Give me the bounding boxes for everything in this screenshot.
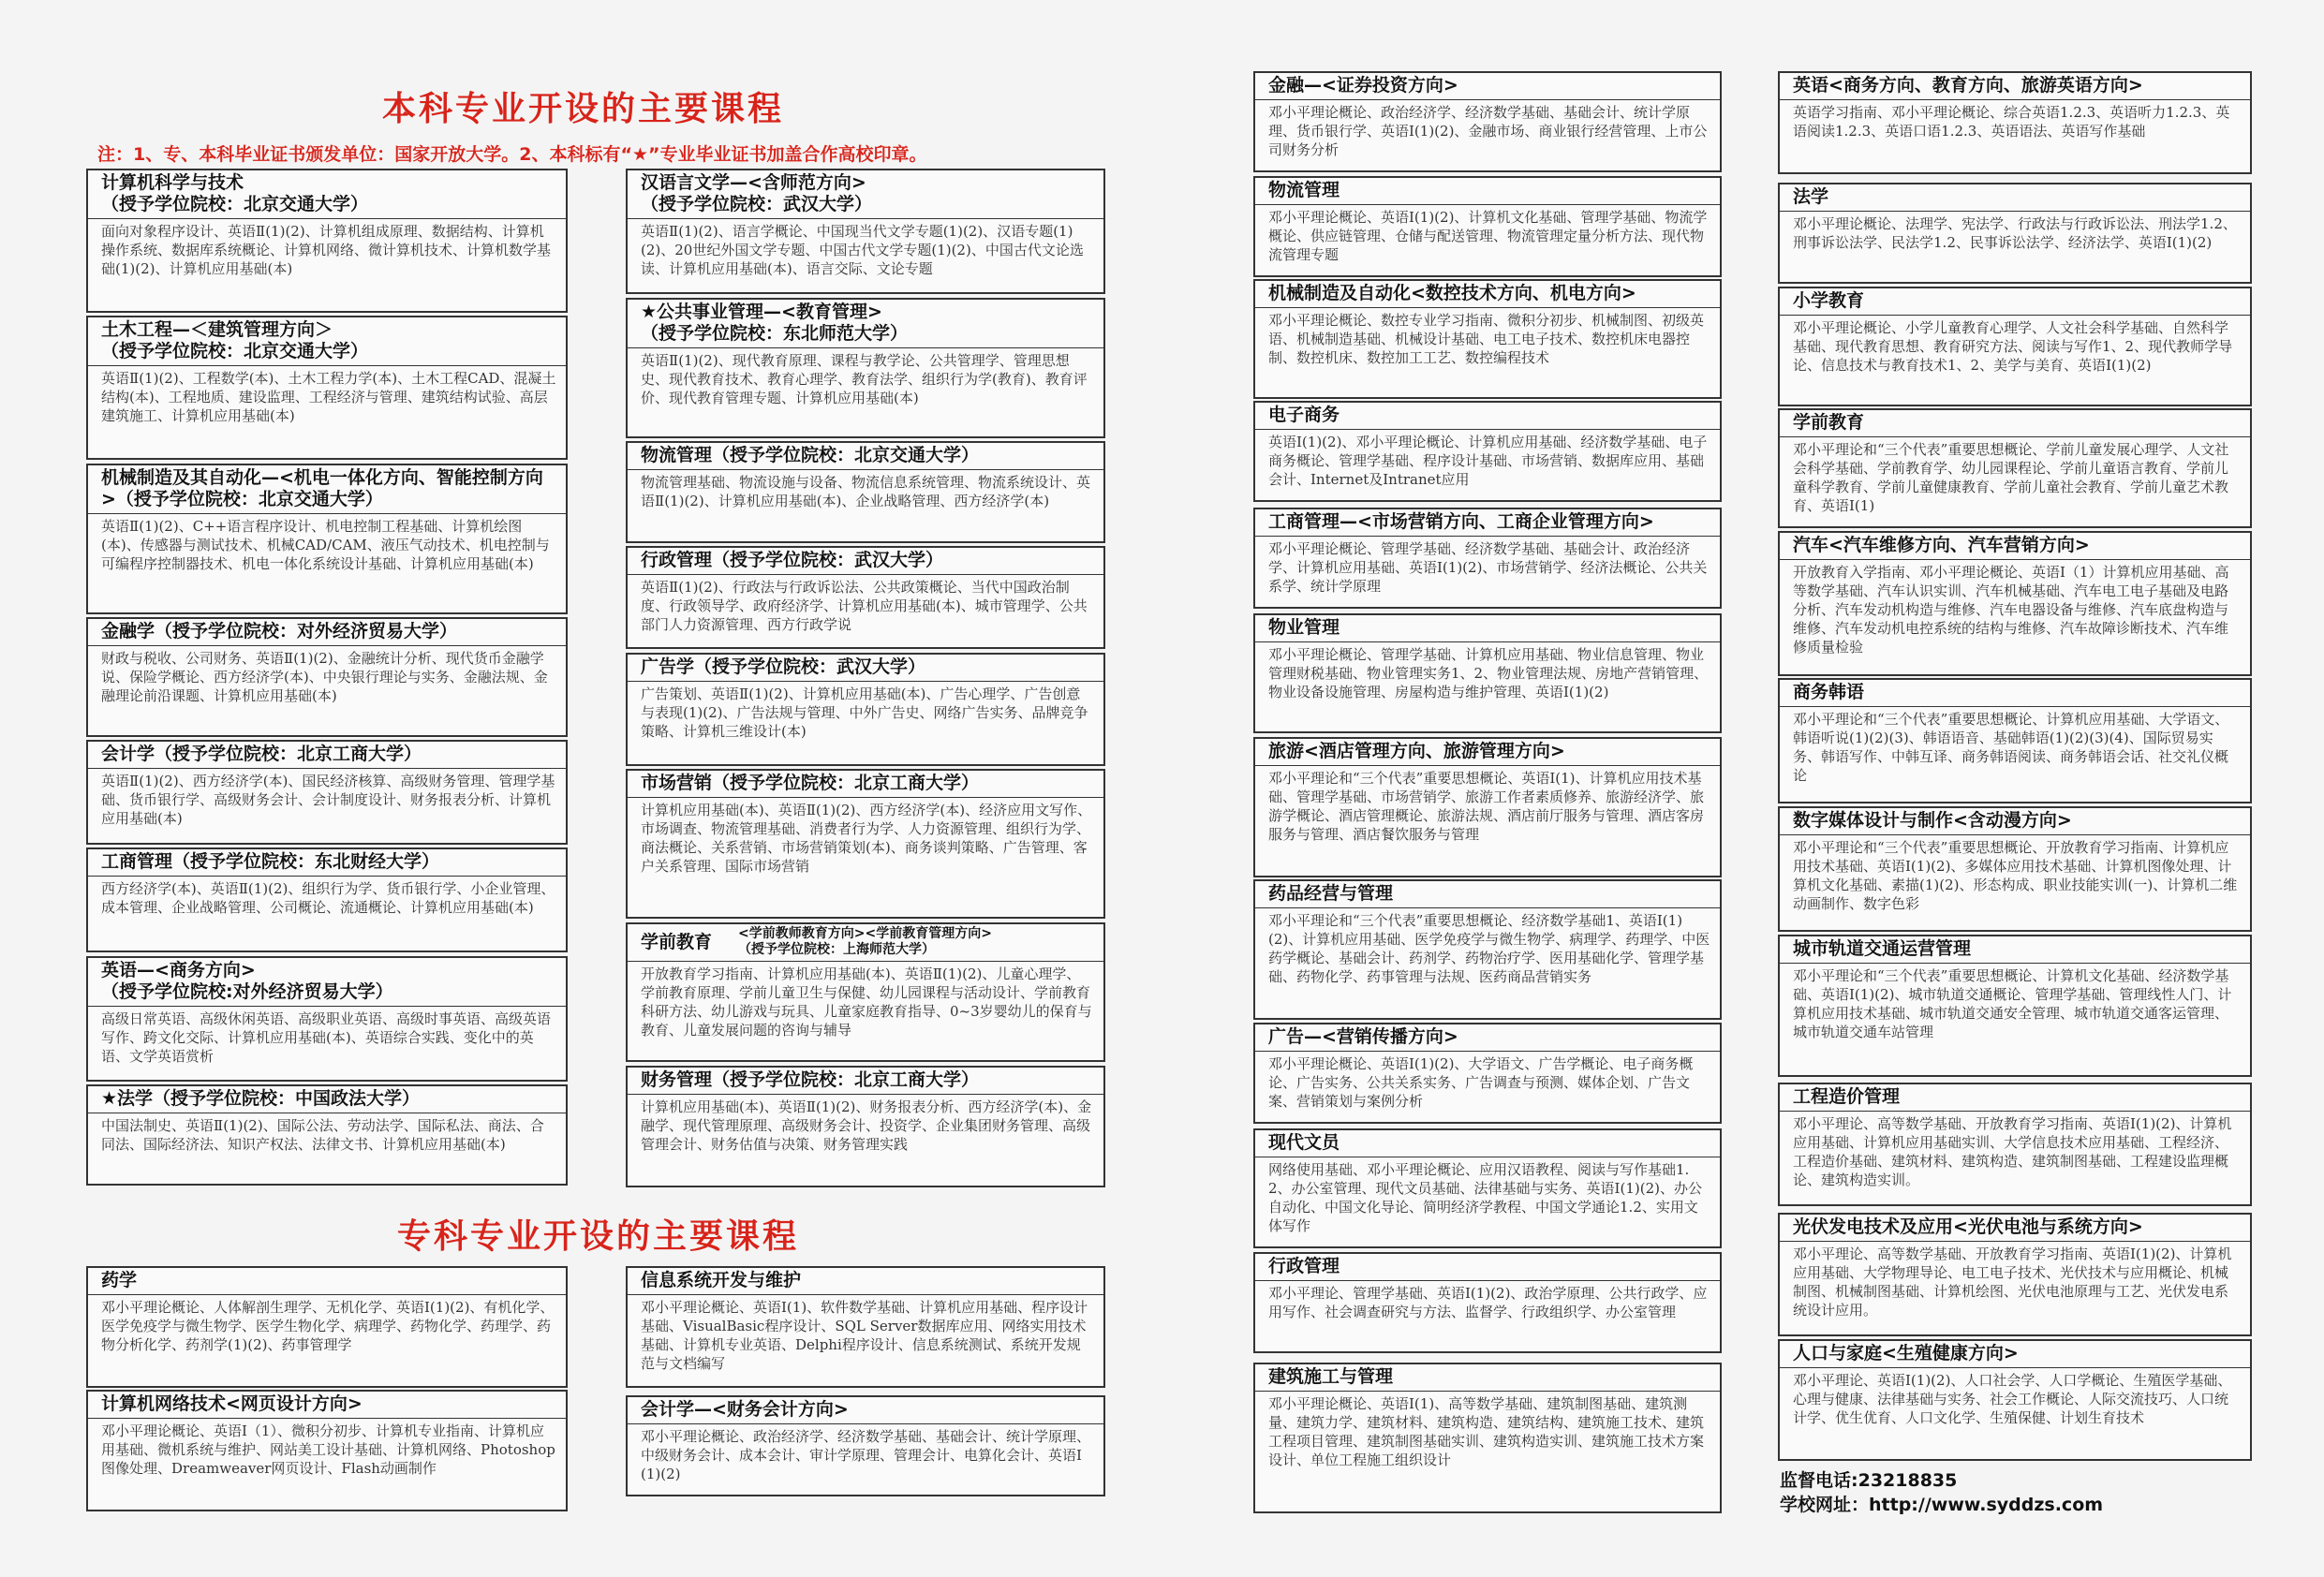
course-list: 邓小平理论概论、管理学基础、经济数学基础、基础会计、政治经济学、计算机应用基础、英语Ⅰ(1)(2)、市场营销学、经济法概论、公共关系学、统计学原理 — [1268, 540, 1708, 595]
course-box — [86, 1390, 568, 1511]
course-box — [626, 441, 1105, 543]
course-title-row — [628, 924, 1103, 962]
course-title: 机械制造及其自动化—<机电一体化方向、智能控制方向>（授予学位院校：北京交通大学） — [88, 465, 566, 514]
course-list: 英语Ⅱ(1)(2)、现代教育原理、课程与教学论、公共管理学、管理思想史、现代教育技术、教育心理学、教育法学、组织行为学(教育)、教育评价、现代教育管理专题、计算机应用基础(本) — [641, 352, 1088, 406]
course-title: 机械制造及自动化<数控技术方向、机电方向> — [1255, 281, 1720, 308]
course-title: 物流管理（授予学位院校：北京交通大学） — [628, 443, 1103, 470]
school-website — [1780, 1491, 2103, 1516]
bachelor-note: 注：1、专、本科毕业证书颁发单位：国家开放大学。2、本科标有“★”专业毕业证书加盖合作高校印章。 — [97, 144, 927, 165]
course-box — [1778, 1339, 2252, 1461]
course-title: 汽车<汽车维修方向、汽车营销方向> — [1780, 533, 2250, 560]
course-box — [1253, 1363, 1722, 1513]
course-title: 金融—<证券投资方向> — [1255, 73, 1720, 100]
course-box — [86, 464, 568, 614]
course-title: 物流管理 — [1255, 178, 1720, 205]
bachelor-heading: 本科专业开设的主要课程 — [382, 90, 785, 128]
course-box — [86, 316, 568, 460]
course-title: 药品经营与管理 — [1255, 881, 1720, 908]
course-box — [1778, 1213, 2252, 1336]
course-title: 城市轨道交通运营管理 — [1780, 936, 2250, 964]
course-box — [626, 298, 1105, 438]
course-box — [86, 1084, 568, 1186]
course-title: 法学 — [1780, 184, 2250, 212]
course-list: 邓小平理论、管理学基础、英语Ⅰ(1)(2)、政治学原理、公共行政学、应用写作、社会调查研究与方法、监督学、行政组织学、办公室管理 — [1268, 1285, 1708, 1320]
course-list: 邓小平理论概论、英语Ⅰ(1)(2)、计算机文化基础、管理学基础、物流学概论、供应链管理、仓储与配送管理、物流管理定量分析方法、现代物流管理专题 — [1268, 209, 1708, 263]
course-list: 英语Ⅱ(1)(2)、工程数学(本)、土木工程力学(本)、土木工程CAD、混凝土结构(本)、工程地质、建设监理、工程经济与管理、建筑结构试验、高层建筑施工、计算机应用基础(本) — [101, 370, 556, 424]
course-title: 药学 — [88, 1268, 566, 1295]
supervision-phone-number: 23218835 — [1858, 1470, 1958, 1491]
course-title: 电子商务 — [1255, 403, 1720, 430]
course-title: 土木工程—＜建筑管理方向＞ （授予学位院校：北京交通大学） — [88, 317, 566, 366]
course-title: 工程造价管理 — [1780, 1084, 2250, 1112]
course-box — [1253, 879, 1722, 1020]
course-title: 商务韩语 — [1780, 680, 2250, 707]
course-box — [626, 169, 1105, 294]
course-title: 学前教育 — [641, 931, 713, 952]
course-list: 邓小平理论概论、政治经济学、经济数学基础、基础会计、统计学原理、货币银行学、英语Ⅰ(1)(2)、金融市场、商业银行经营管理、上市公司财务分析 — [1268, 104, 1708, 158]
course-list: 开放教育入学指南、邓小平理论概论、英语Ⅰ（1）计算机应用基础、高等数学基础、汽车认识实训、汽车机械基础、汽车电工电子基础及电路分析、汽车发动机构造与维修、汽车电器设备与维修、汽车底盘构造与维修、汽车发动机电控系统的结构与维修、汽车故障诊断技术、汽车维修质量检验 — [1793, 564, 2229, 656]
course-list: 邓小平理论概论、政治经济学、经济数学基础、基础会计、统计学原理、中级财务会计、成本会计、审计学原理、管理会计、电算化会计、英语Ⅰ(1)(2) — [641, 1428, 1091, 1482]
course-box — [626, 546, 1105, 649]
course-list: 邓小平理论概论、英语Ⅰ(1)、高等数学基础、建筑制图基础、建筑测量、建筑力学、建筑材料、建筑构造、建筑结构、建筑施工技术、建筑工程项目管理、建筑制图基础实训、建筑构造实训、建筑施工技术方案设计、单位工程施工组织设计 — [1268, 1395, 1705, 1468]
course-title: 现代文员 — [1255, 1130, 1720, 1157]
school-website-label: 学校网址： — [1780, 1495, 1870, 1515]
course-box — [1778, 408, 2252, 528]
course-list: 英语Ⅱ(1)(2)、西方经济学(本)、国民经济核算、高级财务管理、管理学基础、货币银行学、高级财务会计、会计制度设计、财务报表分析、计算机应用基础(本) — [101, 773, 555, 827]
course-list: 邓小平理论概论、人体解剖生理学、无机化学、英语Ⅰ(1)(2)、有机化学、医学免疫学与微生物学、医学生物化学、病理学、药物化学、药理学、药物分析化学、药剂学(1)(2)、药事管理学 — [101, 1299, 555, 1353]
course-box — [1253, 401, 1722, 502]
course-list: 高级日常英语、高级休闲英语、高级职业英语、高级时事英语、高级英语写作、跨文化交际、计算机应用基础(本)、英语综合实践、变化中的英语、文学英语赏析 — [101, 1010, 552, 1065]
course-box — [626, 769, 1105, 919]
course-subtitle: <学前教师教育方向><学前教育管理方向> （授予学位院校：上海师范大学） — [738, 926, 992, 957]
course-list: 网络使用基础、邓小平理论概论、应用汉语教程、阅读与写作基础1.2、办公室管理、现代文员基础、法律基础与实务、英语Ⅰ(1)(2)、办公自动化、中国文化导论、简明经济学教程、中国文学通论1.2、实用文体写作 — [1268, 1161, 1702, 1234]
course-box — [1778, 531, 2252, 676]
course-list: 邓小平理论概论、法理学、宪法学、行政法与行政诉讼法、刑法学1.2、刑事诉讼法学、民法学1.2、民事诉讼法学、经济法学、英语Ⅰ(1)(2) — [1793, 215, 2237, 251]
course-title: 计算机网络技术<网页设计方向> — [88, 1392, 566, 1419]
course-box — [1253, 508, 1722, 609]
course-list: 西方经济学(本)、英语Ⅱ(1)(2)、组织行为学、货币银行学、小企业管理、成本管理、企业战略管理、公司概论、流通概论、计算机应用基础(本) — [101, 880, 555, 916]
course-box — [1778, 1083, 2252, 1206]
course-list: 邓小平理论概论、英语Ⅰ(1)、软件数学基础、计算机应用基础、程序设计基础、VisualBasic程序设计、SQL Server数据库应用、网络实用技术基础、计算机专业英语、Delphi程序设计、信息系统测试、系统开发规范与文档编写 — [641, 1299, 1088, 1372]
course-box — [1778, 678, 2252, 803]
course-list: 英语Ⅱ(1)(2)、语言学概论、中国现当代文学专题(1)(2)、汉语专题(1)(2)、20世纪外国文学专题、中国古代文学专题(1)(2)、中国古代文论选读、计算机应用基础(本)、语言交际、文论专题 — [641, 223, 1084, 277]
course-list: 邓小平理论、高等数学基础、开放教育学习指南、英语Ⅰ(1)(2)、计算机应用基础、计算机应用基础实训、大学信息技术应用基础、工程经济、工程造价基础、建筑材料、建筑构造、建筑制图基础、工程建设监理概论、建筑构造实训。 — [1793, 1115, 2232, 1188]
course-title: 建筑施工与管理 — [1255, 1364, 1720, 1392]
course-title: 行政管理（授予学位院校：武汉大学） — [628, 548, 1103, 575]
course-box — [86, 956, 568, 1082]
course-list: 邓小平理论概论、数控专业学习指南、微积分初步、机械制图、初级英语、机械制造基础、机械设计基础、电工电子技术、数控机床电器控制、数控机床、数控加工工艺、数控编程技术 — [1268, 312, 1705, 366]
course-box — [1778, 183, 2252, 284]
school-website-url[interactable]: http://www.syddzs.com — [1869, 1495, 2104, 1515]
course-title: 人口与家庭<生殖健康方向> — [1780, 1341, 2250, 1368]
course-list: 邓小平理论和“三个代表”重要思想概论、计算机文化基础、经济数学基础、英语Ⅰ(1)(2)、城市轨道交通概论、管理学基础、管理线性人门、计算机应用技术基础、城市轨道交通安全管理、城市轨道交通客运管理、城市轨道交通车站管理 — [1793, 967, 2232, 1040]
course-box — [1253, 279, 1722, 399]
course-title: 工商管理—<市场营销方向、工商企业管理方向> — [1255, 509, 1720, 537]
course-box — [1253, 1023, 1722, 1124]
course-list: 邓小平理论、高等数学基础、开放教育学习指南、英语Ⅰ(1)(2)、计算机应用基础、大学物理导论、电工电子技术、光伏技术与应用概论、机械制图、机械制图基础、计算机绘图、光伏电池原理与工艺、光伏发电系统设计应用。 — [1793, 1245, 2232, 1319]
course-box — [86, 617, 568, 737]
course-list: 财政与税收、公司财务、英语Ⅱ(1)(2)、金融统计分析、现代货币金融学说、保险学概论、西方经济学(本)、中央银行理论与实务、金融法规、金融理论前沿课题、计算机应用基础(本) — [101, 650, 548, 704]
supervision-phone — [1780, 1466, 1957, 1492]
course-list: 邓小平理论、英语Ⅰ(1)(2)、人口社会学、人口学概论、生殖医学基础、心理与健康、法律基础与实务、社会工作概论、人际交流技巧、人口统计学、优生优育、人口文化学、生殖保健、计划生育技术 — [1793, 1372, 2232, 1426]
course-title: 会计学（授予学位院校：北京工商大学） — [88, 742, 566, 769]
course-list: 邓小平理论和“三个代表”重要思想概论、开放教育学习指南、计算机应用技术基础、英语Ⅰ(1)(2)、多媒体应用技术基础、计算机图像处理、计算机文化基础、素描(1)(2)、形态构成、职业技能实训(一)、计算机二维动画制作、数字色彩 — [1793, 839, 2238, 912]
course-title: 小学教育 — [1780, 288, 2250, 316]
course-list: 邓小平理论和“三个代表”重要思想概论、学前儿童发展心理学、人文社会科学基础、学前教育学、幼儿园课程论、学前儿童语言教育、学前儿童科学教育、学前儿童健康教育、学前儿童社会教育、学前儿童艺术教育、英语Ⅰ(1) — [1793, 441, 2229, 514]
course-box — [1253, 613, 1722, 733]
supervision-phone-label: 监督电话: — [1780, 1470, 1858, 1491]
course-box — [86, 847, 568, 952]
course-title: 物业管理 — [1255, 615, 1720, 642]
course-list: 邓小平理论概论、英语Ⅰ(1)(2)、大学语文、广告学概论、电子商务概论、广告实务、公共关系实务、广告调查与预测、媒体企划、广告文案、营销策划与案例分析 — [1268, 1055, 1694, 1110]
course-title: 光伏发电技术及应用<光伏电池与系统方向> — [1780, 1215, 2250, 1242]
course-title: 广告学（授予学位院校：武汉大学） — [628, 655, 1103, 682]
course-list: 计算机应用基础(本)、英语Ⅱ(1)(2)、西方经济学(本)、经济应用文写作、市场调查、物流管理基础、消费者行为学、人力资源管理、组织行为学、商法概论、关系营销、市场营销策划(本)、商务谈判策略、广告管理、客户关系管理、国际市场营销 — [641, 802, 1092, 875]
course-title: 行政管理 — [1255, 1254, 1720, 1281]
course-list: 物流管理基础、物流设施与设备、物流信息系统管理、物流系统设计、英语Ⅱ(1)(2)、计算机应用基础(本)、企业战略管理、西方经济学(本) — [641, 474, 1091, 509]
course-list: 中国法制史、英语Ⅱ(1)(2)、国际公法、劳动法学、国际私法、商法、合同法、国际经济法、知识产权法、法律文书、计算机应用基础(本) — [101, 1117, 544, 1153]
course-title: 工商管理（授予学位院校：东北财经大学） — [88, 849, 566, 877]
course-box — [86, 740, 568, 845]
course-box — [626, 922, 1105, 1062]
course-list: 英语Ⅰ(1)(2)、邓小平理论概论、计算机应用基础、经济数学基础、电子商务概论、管理学基础、程序设计基础、市场营销、数据库应用、基础会计、Internet及Intranet应用 — [1268, 434, 1708, 488]
course-title: 学前教育 — [1780, 410, 2250, 437]
course-title: 广告—<营销传播方向> — [1255, 1024, 1720, 1052]
course-list: 邓小平理论和“三个代表”重要思想概论、计算机应用基础、大学语文、韩语听说(1)(2)(3)、韩语语音、基础韩语(1)(2)(3)(4)、国际贸易实务、韩语写作、中韩互译、商务韩语阅读、商务韩语会话、社交礼仪概论 — [1793, 711, 2229, 784]
course-title: 计算机科学与技术 （授予学位院校：北京交通大学） — [88, 170, 566, 219]
course-box — [1778, 287, 2252, 406]
course-box — [1253, 1128, 1722, 1248]
course-list: 邓小平理论概论、英语Ⅰ（1）、微积分初步、计算机专业指南、计算机应用基础、微机系统与维护、网站美工设计基础、计算机网络、Photoshop图像处理、Dreamweaver网页设计、Flash动画制作 — [101, 1422, 555, 1477]
course-title: 英语—<商务方向> （授予学位院校:对外经济贸易大学） — [88, 958, 566, 1007]
course-list: 英语Ⅱ(1)(2)、行政法与行政诉讼法、公共政策概论、当代中国政治制度、行政领导学、政府经济学、计算机应用基础(本)、城市管理学、公共部门人力资源管理、西方行政学说 — [641, 579, 1088, 633]
course-box — [626, 1395, 1105, 1496]
associate-heading: 专科专业开设的主要课程 — [397, 1217, 800, 1256]
course-title: 财务管理（授予学位院校：北京工商大学） — [628, 1068, 1103, 1095]
course-list: 英语学习指南、邓小平理论概论、综合英语1.2.3、英语听力1.2.3、英语阅读1.2.3、英语口语1.2.3、英语语法、英语写作基础 — [1793, 104, 2230, 140]
course-list: 邓小平理论和“三个代表”重要思想概论、经济数学基础1、英语Ⅰ(1)(2)、计算机应用基础、医学免疫学与微生物学、病理学、药理学、中医药学概论、基础会计、药剂学、药物治疗学、医用基础化学、管理学基础、药物化学、药事管理与法规、医药商品营销实务 — [1268, 912, 1710, 985]
course-list: 面向对象程序设计、英语Ⅱ(1)(2)、计算机组成原理、数据结构、计算机操作系统、数据库系统概论、计算机网络、微计算机技术、计算机数学基础(1)(2)、计算机应用基础(本) — [101, 223, 552, 277]
course-title: 数字媒体设计与制作<含动漫方向> — [1780, 808, 2250, 835]
course-title: 会计学—<财务会计方向> — [628, 1397, 1103, 1424]
course-list: 英语Ⅱ(1)(2)、C++语言程序设计、机电控制工程基础、计算机绘图(本)、传感器与测试技术、机械CAD/CAM、液压气动技术、机电控制与可编程序控制器技术、机电一体化系统设计基础、计算机应用基础(本) — [101, 518, 550, 572]
course-box — [86, 1266, 568, 1388]
course-box — [1253, 176, 1722, 277]
course-list: 邓小平理论和“三个代表”重要思想概论、英语Ⅰ(1)、计算机应用技术基础、管理学基础、市场营销学、旅游工作者素质修养、旅游经济学、旅游学概论、酒店管理概论、旅游法规、酒店前厅服务与管理、酒店客房服务与管理、酒店餐饮服务与管理 — [1268, 770, 1705, 843]
course-list: 广告策划、英语Ⅱ(1)(2)、计算机应用基础(本)、广告心理学、广告创意与表现(1)(2)、广告法规与管理、中外广告史、网络广告实务、品牌竞争策略、计算机三维设计(本) — [641, 685, 1088, 740]
course-title: 英语<商务方向、教育方向、旅游英语方向> — [1780, 73, 2250, 100]
course-title: 市场营销（授予学位院校：北京工商大学） — [628, 771, 1103, 798]
course-list: 邓小平理论概论、管理学基础、计算机应用基础、物业信息管理、物业管理财税基础、物业管理实务1、2、物业管理法规、房地产营销管理、物业设备设施管理、房屋构造与维护管理、英语Ⅰ(1)(2) — [1268, 646, 1709, 700]
course-title: 信息系统开发与维护 — [628, 1268, 1103, 1295]
course-title: ★法学（授予学位院校：中国政法大学） — [88, 1086, 566, 1113]
course-list: 开放教育学习指南、计算机应用基础(本)、英语Ⅱ(1)(2)、儿童心理学、学前教育原理、学前儿童卫生与保健、幼儿园课程与活动设计、学前教育科研方法、幼儿游戏与玩具、儿童家庭教育指导、0~3岁婴幼儿的保育与教育、儿童发展问题的咨询与辅导 — [641, 965, 1092, 1039]
course-list: 邓小平理论概论、小学儿童教育心理学、人文社会科学基础、自然科学基础、现代教育思想、教育研究方法、阅读与写作1、2、现代教师学导论、信息技术与教育技术1、2、美学与美育、英语Ⅰ(1)(2) — [1793, 319, 2233, 374]
course-title: ★公共事业管理—<教育管理> （授予学位院校：东北师范大学） — [628, 300, 1103, 348]
course-title: 旅游<酒店管理方向、旅游管理方向> — [1255, 739, 1720, 766]
course-box — [1253, 71, 1722, 172]
course-title: 金融学（授予学位院校：对外经济贸易大学） — [88, 619, 566, 646]
course-box — [626, 1066, 1105, 1187]
course-box — [1253, 1252, 1722, 1353]
course-box — [626, 653, 1105, 766]
course-box — [86, 169, 568, 313]
course-box — [1778, 806, 2252, 932]
course-box — [1253, 737, 1722, 877]
course-list: 计算机应用基础(本)、英语Ⅱ(1)(2)、财务报表分析、西方经济学(本)、金融学、现代管理原理、高级财务会计、投资学、企业集团财务管理、高级管理会计、财务估值与决策、财务管理实践 — [641, 1098, 1092, 1153]
course-box — [1778, 71, 2252, 174]
course-box — [626, 1266, 1105, 1388]
course-title: 汉语言文学—<含师范方向> （授予学位院校：武汉大学） — [628, 170, 1103, 219]
course-box — [1778, 935, 2252, 1077]
